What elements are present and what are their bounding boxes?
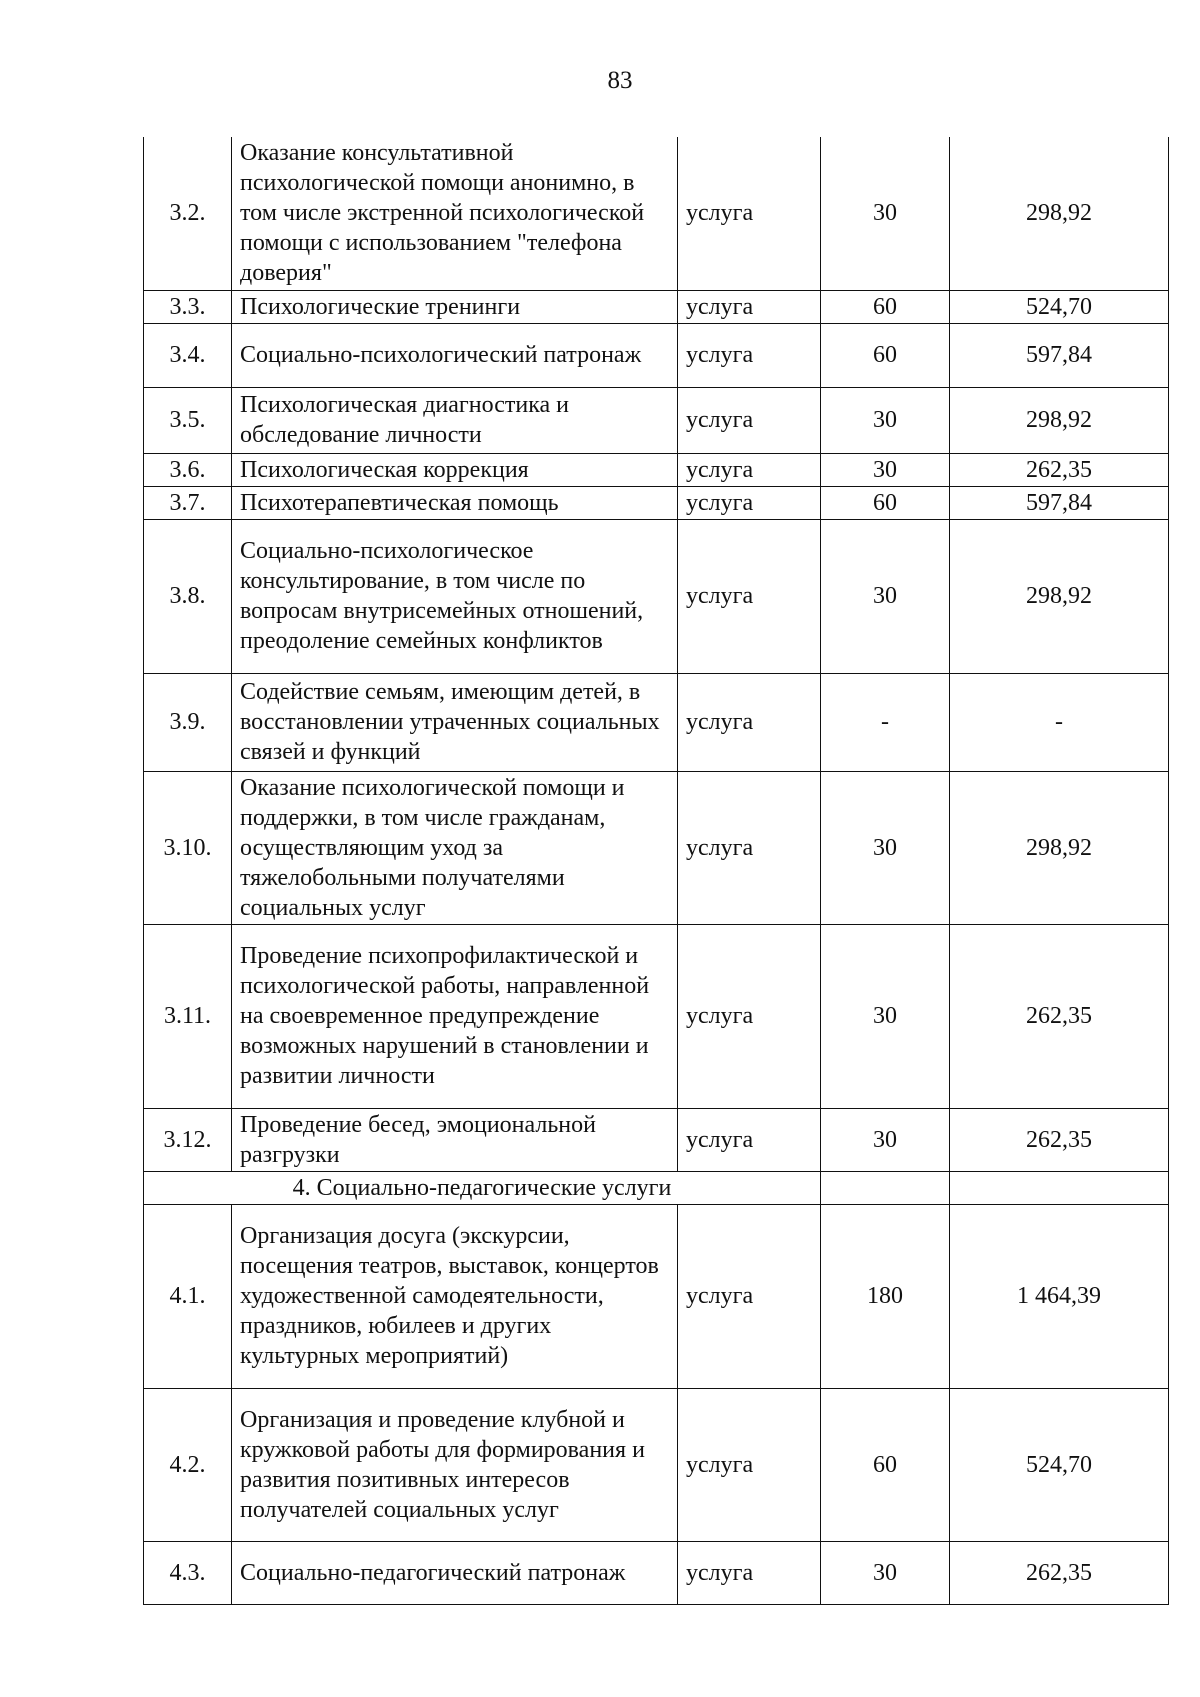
row-number: 4.2. [144,1388,232,1541]
row-number: 4.3. [144,1541,232,1604]
unit-of-measure: услуга [678,290,821,323]
time-norm: 30 [821,1108,950,1171]
empty-cell [821,1171,950,1204]
tariff: 597,84 [950,486,1169,519]
table-row [144,137,1169,290]
table-row [144,1108,1169,1171]
table-row [144,519,1169,673]
row-number: 3.3. [144,290,232,323]
table-row [144,673,1169,771]
row-number: 3.6. [144,453,232,486]
time-norm: 30 [821,771,950,924]
section-header-row [144,1171,1169,1204]
tariff: 1 464,39 [950,1204,1169,1388]
unit-of-measure: услуга [678,453,821,486]
row-number: 4.1. [144,1204,232,1388]
time-norm: - [821,673,950,771]
time-norm: 60 [821,290,950,323]
service-name: Психологические тренинги [232,290,678,323]
tariff: 298,92 [950,137,1169,290]
table-row [144,1388,1169,1541]
tariff: 524,70 [950,290,1169,323]
table-row [144,1204,1169,1388]
unit-of-measure: услуга [678,137,821,290]
tariff: 298,92 [950,519,1169,673]
time-norm: 60 [821,323,950,387]
time-norm: 60 [821,486,950,519]
service-name: Психотерапевтическая помощь [232,486,678,519]
row-number: 3.4. [144,323,232,387]
empty-cell [950,1171,1169,1204]
row-number: 3.12. [144,1108,232,1171]
tariff: 262,35 [950,1108,1169,1171]
table-row [144,453,1169,486]
service-name: Организация досуга (экскурсии, посещения театров, выставок, концертов художественной самодеятельности, праздников, юбилеев и других культурных мероприятий) [232,1204,678,1388]
tariff: 262,35 [950,924,1169,1108]
tariff: 597,84 [950,323,1169,387]
service-name: Психологическая коррекция [232,453,678,486]
unit-of-measure: услуга [678,1541,821,1604]
time-norm: 30 [821,924,950,1108]
table-row [144,387,1169,453]
service-name: Оказание психологической помощи и поддержки, в том числе гражданам, осуществляющим уход за тяжелобольными получателями социальных услуг [232,771,678,924]
service-name: Оказание консультативной психологической помощи анонимно, в том числе экстренной психологической помощи с использованием "телефона доверия" [232,137,678,290]
unit-of-measure: услуга [678,486,821,519]
time-norm: 30 [821,1541,950,1604]
unit-of-measure: услуга [678,1388,821,1541]
row-number: 3.8. [144,519,232,673]
service-name: Психологическая диагностика и обследование личности [232,387,678,453]
tariff: 298,92 [950,771,1169,924]
page-number: 83 [607,67,633,94]
table-row [144,323,1169,387]
unit-of-measure: услуга [678,519,821,673]
time-norm: 30 [821,137,950,290]
service-name: Социально-психологический патронаж [232,323,678,387]
row-number: 3.11. [144,924,232,1108]
unit-of-measure: услуга [678,924,821,1108]
table-row [144,1541,1169,1604]
time-norm: 30 [821,453,950,486]
unit-of-measure: услуга [678,673,821,771]
time-norm: 30 [821,387,950,453]
service-name: Проведение бесед, эмоциональной разгрузки [232,1108,678,1171]
unit-of-measure: услуга [678,387,821,453]
table-row [144,924,1169,1108]
row-number: 3.7. [144,486,232,519]
section-title: 4. Социально-педагогические услуги [144,1171,821,1204]
services-table [143,137,1169,1605]
table-row [144,771,1169,924]
table-row [144,486,1169,519]
service-name: Организация и проведение клубной и кружковой работы для формирования и развития позитивных интересов получателей социальных услуг [232,1388,678,1541]
table-row [144,290,1169,323]
tariff: 262,35 [950,453,1169,486]
tariff: - [950,673,1169,771]
service-name: Социально-педагогический патронаж [232,1541,678,1604]
row-number: 3.10. [144,771,232,924]
tariff: 524,70 [950,1388,1169,1541]
service-name: Социально-психологическое консультирование, в том числе по вопросам внутрисемейных отношений, преодоление семейных конфликтов [232,519,678,673]
row-number: 3.5. [144,387,232,453]
row-number: 3.2. [144,137,232,290]
unit-of-measure: услуга [678,1204,821,1388]
tariff: 262,35 [950,1541,1169,1604]
time-norm: 60 [821,1388,950,1541]
service-name: Проведение психопрофилактической и психологической работы, направленной на своевременное предупреждение возможных нарушений в становлении и развитии личности [232,924,678,1108]
time-norm: 180 [821,1204,950,1388]
unit-of-measure: услуга [678,1108,821,1171]
row-number: 3.9. [144,673,232,771]
tariff: 298,92 [950,387,1169,453]
unit-of-measure: услуга [678,771,821,924]
unit-of-measure: услуга [678,323,821,387]
service-name: Содействие семьям, имеющим детей, в восстановлении утраченных социальных связей и функций [232,673,678,771]
time-norm: 30 [821,519,950,673]
